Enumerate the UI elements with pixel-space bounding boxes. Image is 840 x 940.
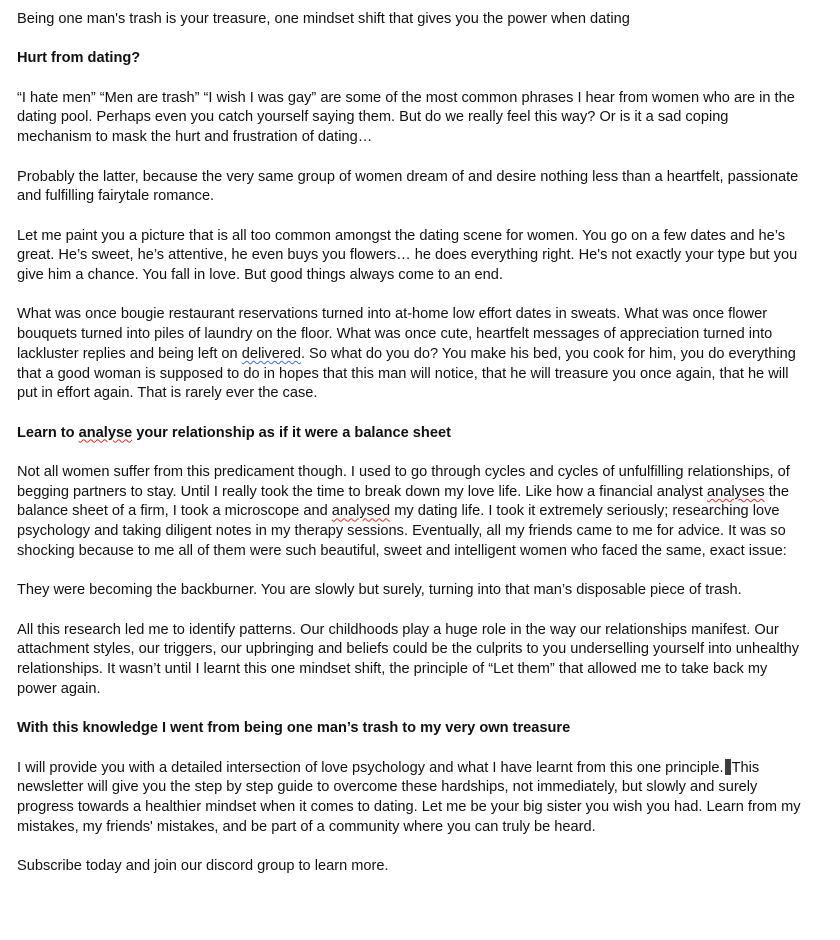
text-segment: Learn to xyxy=(17,424,79,441)
paragraph-research-patterns: All this research led me to identify patterns. Our childhoods play a huge role in the way our relationships manifest. Our attachment styles, our triggers, our upbringing and beliefs could be the culprits to you underselling yourself into unhealthy relationships. It wasn’t until I learnt this one mindset shift, the principle of “Let them” that allowed me to take back my power again. xyxy=(17,621,800,697)
spelling-flagged-word[interactable]: analyse xyxy=(78,424,133,441)
text-segment: I will provide you with a detailed intersection of love psychology and what I have learnt from this one principle. xyxy=(17,759,724,776)
spelling-flagged-word[interactable]: analyses xyxy=(707,483,765,500)
text-segment: your relationship as if it were a balance sheet xyxy=(132,424,451,441)
heading-hurt-from-dating: Hurt from dating? xyxy=(17,50,141,67)
text-segment: my dating life. I took it extremely seriously; researching love psychology and taking diligent notes in my therapy sessions. Eventually, all my friends came to me for advice. It was so shocking because to me all of them were such beautiful, sweet and intelligent women who faced the same, exact issue: xyxy=(17,503,787,559)
text-cursor xyxy=(725,759,731,775)
grammar-flagged-word[interactable]: delivered xyxy=(241,345,301,362)
document-title: Being one man's trash is your treasure, one mindset shift that gives you the power when dating xyxy=(17,11,630,27)
paragraph-subscribe: Subscribe today and join our discord group to learn more. xyxy=(17,858,389,875)
text-segment: Not all women suffer from this predicament though. I used to go through cycles and cycles of unfulfilling relationships, of begging partners to stay. Until I really took the time to break down my love life. Like how a financial analyst xyxy=(17,464,790,500)
text-segment: What was once bougie restaurant reservations turned into at-home low effort dates in sweats. What was once flower bouquets turned into piles of laundry on the floor. What was once cute, heartfelt messages of appreciation turned into lackluster replies and being left on xyxy=(17,306,773,362)
paragraph-common-phrases: “I hate men” “Men are trash” “I wish I was gay” are some of the most common phrases I hear from women who are in the dating pool. Perhaps even you catch yourself saying them. But do we really feel this way? Or is it a sad coping mechanism to mask the hurt and frustration of dating… xyxy=(17,89,795,146)
paragraph-what-was-once xyxy=(17,305,807,404)
paragraph-paint-a-picture: Let me paint you a picture that is all too common amongst the dating scene for women. You go on a few dates and he’s great. He’s sweet, he’s attentive, he even buys you flowers… he does everything right. He's not exactly your type but you give him a chance. You fall in love. But good things always come to an end. xyxy=(17,227,798,284)
paragraph-backburner: They were becoming the backburner. You are slowly but surely, turning into that man’s disposable piece of trash. xyxy=(17,582,742,599)
spelling-flagged-word[interactable]: analysed xyxy=(331,503,391,520)
paragraph-not-all-women xyxy=(17,463,807,562)
text-segment: . So what do you do? You make his bed, you cook for him, you do everything that a good woman is supposed to do in hopes that this man will notice, that he will treasure you once again, that he will put in effort again. That is rarely ever the case. xyxy=(17,345,796,402)
text-segment: the balance sheet of a firm, I took a microscope and xyxy=(17,483,789,520)
paragraph-probably-the-latter: Probably the latter, because the very same group of women dream of and desire nothing less than a heartfelt, passionate and fulfilling fairytale romance. xyxy=(17,168,799,205)
heading-balance-sheet xyxy=(17,424,807,444)
document-body[interactable] xyxy=(17,10,807,896)
paragraph-newsletter-intro xyxy=(17,759,807,838)
heading-own-treasure: With this knowledge I went from being one man’s trash to my very own treasure xyxy=(17,720,571,737)
text-segment: This newsletter will give you the step by step guide to overcome these hardships, not immediately, but slowly and surely progress towards a healthier mindset when it comes to dating. Let me be your big sister you wish you had. Learn from my mistakes, my friends' mistakes, and be part of a community where you can truly be heard. xyxy=(17,759,801,835)
